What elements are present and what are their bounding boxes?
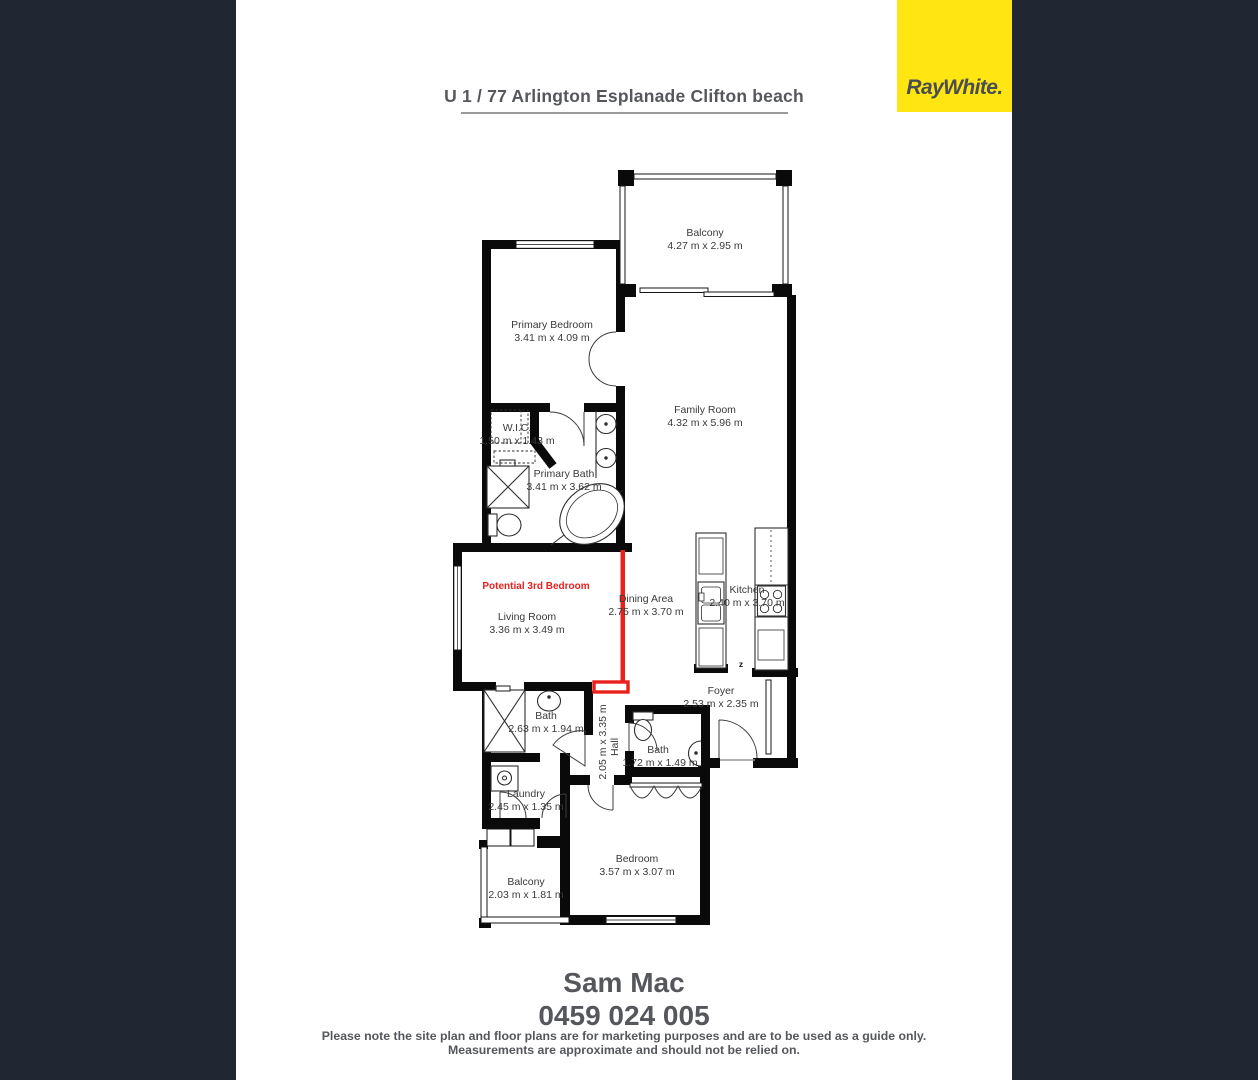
raywhite-logo-text: RayWhite. [906,76,1003,99]
wardrobe-front [630,783,702,787]
sliding-door-panel [704,292,774,297]
room-label-laundry: Laundry [507,788,545,800]
page-title: U 1 / 77 Arlington Esplanade Clifton beach [444,86,804,106]
laundry-window [487,829,510,846]
primary-bath-door [550,412,584,446]
room-dims-living-room: 3.36 m x 3.49 m [489,624,565,636]
potential-bedroom-note: Potential 3rd Bedroom [482,581,590,592]
room-label-primary-bath: Primary Bath [533,468,595,480]
agent-phone: 0459 024 005 [538,1000,710,1031]
room-dims-primary-bedroom: 3.41 m x 4.09 m [514,332,590,344]
entry-nook-rail [766,680,771,754]
room-dims-bedroom: 3.57 m x 3.07 m [599,866,675,878]
basin-central [538,691,561,711]
room-label-bath-second: Bath [647,744,669,756]
room-dims-family-room: 4.32 m x 5.96 m [667,417,743,429]
room-label-balcony-lower: Balcony [507,876,545,888]
entry-door [719,720,757,758]
room-label-foyer: Foyer [707,685,735,697]
room-label-family-room: Family Room [674,404,736,416]
disclaimer [236,1029,1012,1057]
room-dims-bath-second: 1.72 m x 1.49 m [622,757,698,769]
disclaimer-line2: Measurements are approximate and should not be relied on. [448,1043,800,1057]
room-label-hall: Hall [609,737,621,757]
balcony-top-railing [634,174,776,179]
room-dims-foyer: 2.53 m x 2.35 m [683,698,759,710]
oven [758,630,784,660]
shower-primary [487,460,529,508]
agent-name: Sam Mac [563,967,685,998]
disclaimer-line1: Please note the site plan and floor plans are for marketing purposes and are to be used as a guide only. [321,1029,927,1043]
laundry-window [511,829,534,846]
room-dims-balcony-upper: 4.27 m x 2.95 m [667,240,743,252]
room-dims-bath-central: 2.63 m x 1.94 m [508,723,584,735]
door-opening [550,403,584,412]
vanity-primary [596,411,616,478]
bedroom-double-door [589,359,616,386]
balcony-left-railing [620,186,625,284]
balcony2-left-railing [481,847,487,917]
room-label-balcony-upper: Balcony [686,227,724,239]
room-label-living-room: Living Room [497,611,557,623]
balcony2-bottom-railing [481,917,569,923]
room-dims-dining-area: 2.75 m x 3.70 m [608,606,684,618]
red-proposed-wall-segment [594,682,628,692]
room-label-bedroom: Bedroom [615,853,659,865]
wardrobe-bifold-doors [630,786,702,798]
room-dims-wic: 1.50 m x 1.43 m [479,435,555,447]
room-dims-kitchen: 2.40 m x 3.70 m [709,597,785,609]
room-dims-primary-bath: 3.41 m x 3.62 m [526,481,602,493]
room-dims-laundry: 2.45 m x 1.35 m [488,801,564,813]
bedroom2-door [588,785,613,810]
plan-marker-z: z [738,659,744,669]
room-label-primary-bedroom: Primary Bedroom [511,319,593,331]
sliding-door-panel [640,288,708,293]
balcony-right-railing [783,186,788,284]
room-dims-hall: 2.05 m x 3.35 m [597,704,609,780]
bedroom-double-door [589,332,616,359]
shower-central [484,686,525,752]
room-dims-balcony-lower: 2.03 m x 1.81 m [488,889,564,901]
room-label-wic: W.I.C. [502,422,532,434]
room-labels [479,227,785,901]
room-label-kitchen: Kitchen [729,584,765,596]
room-label-dining-area: Dining Area [618,593,674,605]
toilet-primary [488,514,521,536]
room-label-bath-central: Bath [535,710,557,722]
